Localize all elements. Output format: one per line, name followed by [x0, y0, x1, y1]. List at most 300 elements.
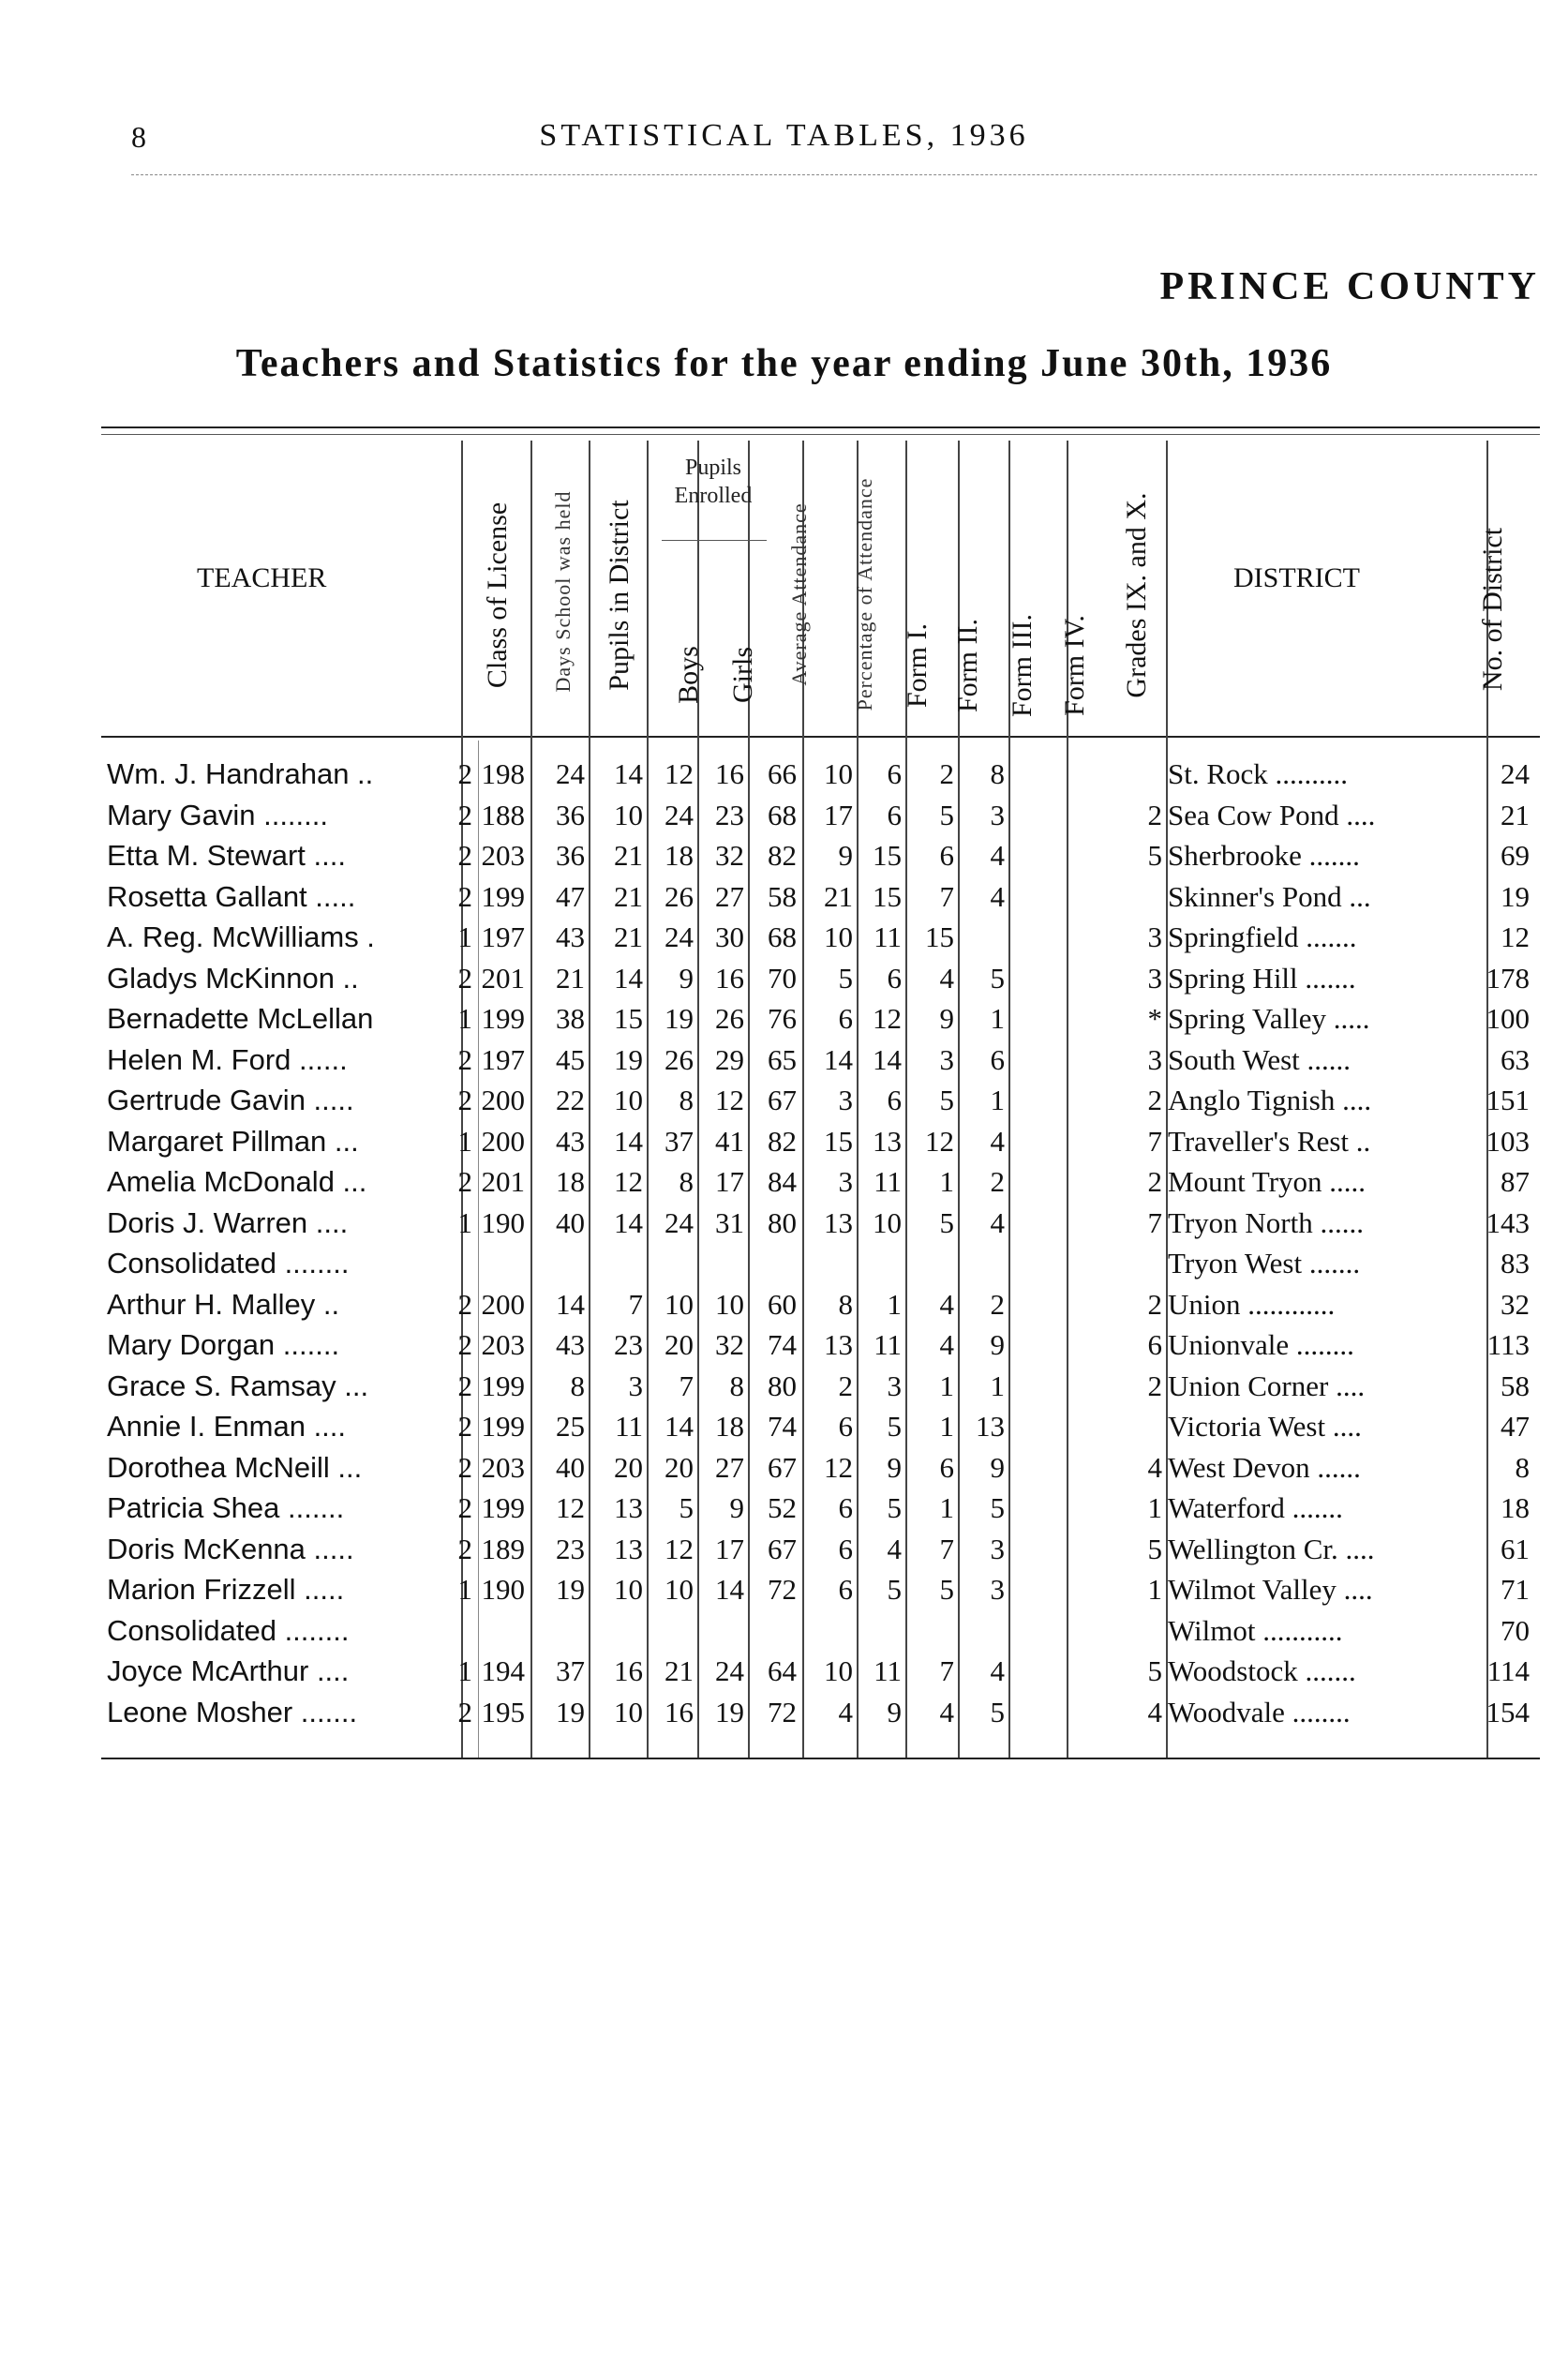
- table-row: [0, 835, 1568, 876]
- cell-pupils: 45: [556, 1042, 585, 1076]
- teacher-name: Mary Gavin ........: [107, 798, 328, 831]
- teacher-name: Margaret Pillman ...: [107, 1124, 359, 1158]
- cell-f4: 1: [990, 1002, 1005, 1035]
- teacher-name: Wm. J. Handrahan ..: [107, 757, 374, 790]
- cell-boys: 13: [614, 1532, 643, 1565]
- district-name: Traveller's Rest ..: [1168, 1124, 1371, 1158]
- header-average-attendance: Average Attendance: [787, 502, 811, 686]
- cell-g: 2: [1147, 1287, 1162, 1321]
- teacher-name: Consolidated ........: [107, 1613, 350, 1647]
- district-name: Wilmot ...........: [1168, 1613, 1343, 1647]
- header-form-4: Form IV.: [1059, 615, 1090, 716]
- cell-cls: 1: [457, 920, 472, 953]
- table-row: [0, 1447, 1568, 1489]
- cell-avg: 12: [715, 1084, 744, 1116]
- cell-f3: 15: [925, 920, 954, 953]
- cell-f3: 1: [939, 1491, 954, 1524]
- cell-f4: 4: [990, 1205, 1005, 1239]
- district-name: Union ............: [1168, 1287, 1336, 1321]
- cell-f3: 5: [939, 798, 954, 831]
- cell-g: *: [1147, 1002, 1162, 1035]
- header-district: DISTRICT: [1233, 562, 1360, 593]
- cell-girls: 10: [665, 1573, 694, 1606]
- district-name: St. Rock ..........: [1168, 757, 1349, 790]
- cell-girls: 21: [665, 1654, 694, 1687]
- cell-boys: 21: [614, 839, 643, 872]
- cell-pct: 67: [768, 1532, 797, 1565]
- cell-cls: 2: [457, 1369, 472, 1402]
- district-number: 18: [1501, 1491, 1530, 1524]
- table-subtitle: Teachers and Statistics for the year ending June 30th, 1936: [235, 342, 1333, 385]
- table-row: [0, 1284, 1568, 1325]
- cell-f2: 5: [887, 1573, 902, 1606]
- cell-days: 201: [481, 961, 525, 995]
- cell-f2: 5: [887, 1491, 902, 1524]
- teacher-name: Dorothea McNeill ...: [107, 1450, 363, 1484]
- cell-f4: 1: [990, 1084, 1005, 1116]
- cell-days: 198: [481, 757, 525, 790]
- cell-cls: 2: [457, 1328, 472, 1361]
- district-name: Sea Cow Pond ....: [1168, 798, 1376, 831]
- teacher-name: Annie I. Enman ....: [107, 1410, 347, 1443]
- cell-pct: 67: [768, 1084, 797, 1116]
- cell-pupils: 19: [556, 1573, 585, 1606]
- cell-days: 195: [481, 1695, 525, 1728]
- cell-f2: 10: [873, 1205, 902, 1239]
- table-row: [0, 876, 1568, 918]
- cell-f3: 7: [939, 879, 954, 913]
- cell-f1: 10: [824, 757, 853, 790]
- table-row: [0, 1692, 1568, 1733]
- table-row: [0, 1161, 1568, 1203]
- cell-pct: 76: [768, 1002, 797, 1035]
- cell-boys: 14: [614, 1205, 643, 1239]
- cell-f4: 4: [990, 879, 1005, 913]
- cell-boys: 10: [614, 1695, 643, 1728]
- district-name: Skinner's Pond ...: [1168, 879, 1371, 913]
- cell-cls: 2: [457, 1491, 472, 1524]
- cell-f1: 21: [824, 879, 853, 913]
- teacher-name: Helen M. Ford ......: [107, 1042, 348, 1076]
- cell-g: 2: [1147, 1369, 1162, 1402]
- cell-boys: 12: [614, 1165, 643, 1198]
- district-number: 8: [1515, 1450, 1530, 1484]
- cell-g: 7: [1147, 1205, 1162, 1239]
- district-name: Woodvale ........: [1168, 1695, 1351, 1728]
- district-number: 114: [1486, 1654, 1530, 1687]
- cell-girls: 26: [665, 1042, 694, 1076]
- teacher-name: A. Reg. McWilliams .: [107, 920, 375, 953]
- header-bottom-rule: [101, 736, 1540, 738]
- cell-f2: 11: [874, 1328, 902, 1361]
- cell-pupils: 25: [556, 1410, 585, 1443]
- cell-g: 2: [1147, 798, 1162, 831]
- district-name: Union Corner ....: [1168, 1369, 1366, 1402]
- header-boys: Boys: [673, 646, 704, 704]
- cell-pupils: 36: [556, 839, 585, 872]
- cell-g: 5: [1147, 839, 1162, 872]
- header-form-1: Form I.: [902, 623, 933, 708]
- cell-days: 194: [481, 1654, 525, 1687]
- cell-cls: 2: [457, 1084, 472, 1116]
- header-percentage-attendance: Percentage of Attendance: [853, 477, 876, 711]
- table-row: [0, 1243, 1568, 1284]
- district-name: Woodstock .......: [1168, 1654, 1356, 1687]
- district-number: 32: [1501, 1287, 1530, 1321]
- cell-pupils: 8: [570, 1369, 585, 1402]
- cell-boys: 23: [614, 1328, 643, 1361]
- district-name: West Devon ......: [1168, 1450, 1361, 1484]
- cell-boys: 20: [614, 1450, 643, 1484]
- cell-f2: 12: [873, 1002, 902, 1035]
- district-number: 83: [1501, 1247, 1530, 1279]
- cell-girls: 19: [665, 1002, 694, 1035]
- cell-cls: 2: [457, 1410, 472, 1443]
- cell-pct: 84: [768, 1165, 797, 1198]
- district-number: 71: [1501, 1573, 1530, 1606]
- cell-avg: 17: [715, 1165, 744, 1198]
- cell-f2: 3: [887, 1369, 902, 1402]
- cell-f1: 13: [824, 1328, 853, 1361]
- cell-days: 199: [481, 1002, 525, 1035]
- cell-f1: 2: [838, 1369, 853, 1402]
- cell-g: 5: [1147, 1654, 1162, 1687]
- teacher-name: Consolidated ........: [107, 1247, 350, 1279]
- cell-f4: 5: [990, 961, 1005, 995]
- teacher-name: Doris J. Warren ....: [107, 1205, 349, 1239]
- running-head: STATISTICAL TABLES, 1936: [539, 118, 1029, 153]
- cell-f1: 10: [824, 920, 853, 953]
- district-number: 154: [1486, 1695, 1530, 1728]
- district-number: 21: [1501, 798, 1530, 831]
- table-row: [0, 1040, 1568, 1081]
- table-row: [0, 1610, 1568, 1652]
- district-name: South West ......: [1168, 1042, 1351, 1076]
- cell-pct: 58: [768, 879, 797, 913]
- cell-cls: 1: [457, 1654, 472, 1687]
- district-number: 47: [1501, 1410, 1530, 1443]
- cell-f3: 2: [939, 757, 954, 790]
- cell-f1: 4: [838, 1695, 853, 1728]
- cell-f4: 1: [990, 1369, 1005, 1402]
- cell-girls: 12: [665, 757, 694, 790]
- cell-cls: 1: [457, 1124, 472, 1158]
- cell-boys: 16: [614, 1654, 643, 1687]
- cell-pct: 82: [768, 1124, 797, 1158]
- district-name: Sherbrooke .......: [1168, 839, 1360, 872]
- district-name: Victoria West ....: [1168, 1410, 1362, 1443]
- teacher-name: Gertrude Gavin .....: [107, 1084, 354, 1116]
- cell-avg: 27: [715, 1450, 744, 1484]
- cell-f2: 15: [873, 879, 902, 913]
- cell-cls: 2: [457, 1287, 472, 1321]
- cell-g: 1: [1147, 1573, 1162, 1606]
- cell-pupils: 43: [556, 1124, 585, 1158]
- cell-boys: 21: [614, 879, 643, 913]
- teacher-name: Marion Frizzell .....: [107, 1573, 345, 1606]
- cell-boys: 3: [628, 1369, 643, 1402]
- cell-f2: 6: [887, 798, 902, 831]
- cell-avg: 9: [729, 1491, 744, 1524]
- district-name: Springfield .......: [1168, 920, 1357, 953]
- cell-avg: 17: [715, 1532, 744, 1565]
- header-days-school-held: Days School was held: [551, 490, 575, 693]
- cell-f1: 9: [838, 839, 853, 872]
- cell-f1: 3: [838, 1165, 853, 1198]
- cell-days: 203: [481, 1450, 525, 1484]
- district-number: 100: [1486, 1002, 1530, 1035]
- cell-f4: 9: [990, 1328, 1005, 1361]
- cell-g: 6: [1147, 1328, 1162, 1361]
- cell-avg: 16: [715, 961, 744, 995]
- cell-f2: 6: [887, 1084, 902, 1116]
- cell-f2: 6: [887, 961, 902, 995]
- table-row: [0, 1569, 1568, 1610]
- cell-pupils: 19: [556, 1695, 585, 1728]
- cell-days: 203: [481, 1328, 525, 1361]
- table-row: [0, 1488, 1568, 1529]
- cell-f3: 4: [939, 1287, 954, 1321]
- district-number: 69: [1501, 839, 1530, 872]
- cell-g: 1: [1147, 1491, 1162, 1524]
- cell-avg: 23: [715, 798, 744, 831]
- cell-f1: 13: [824, 1205, 853, 1239]
- cell-pupils: 36: [556, 798, 585, 831]
- cell-f4: 2: [990, 1287, 1005, 1321]
- teacher-name: Grace S. Ramsay ...: [107, 1369, 369, 1402]
- cell-girls: 24: [665, 798, 694, 831]
- cell-girls: 8: [679, 1084, 694, 1116]
- table-row: [0, 754, 1568, 795]
- cell-pct: 72: [768, 1695, 797, 1728]
- cell-boys: 14: [614, 757, 643, 790]
- cell-pct: 80: [768, 1369, 797, 1402]
- cell-girls: 26: [665, 879, 694, 913]
- teacher-name: Rosetta Gallant .....: [107, 879, 356, 913]
- cell-f4: 3: [990, 1532, 1005, 1565]
- cell-avg: 29: [715, 1042, 744, 1076]
- cell-pupils: 21: [556, 961, 585, 995]
- cell-boys: 14: [614, 961, 643, 995]
- cell-f2: 13: [873, 1124, 902, 1158]
- cell-days: 199: [481, 1491, 525, 1524]
- cell-g: 7: [1147, 1124, 1162, 1158]
- cell-g: 3: [1147, 920, 1162, 953]
- cell-cls: 2: [457, 879, 472, 913]
- cell-pct: 65: [768, 1042, 797, 1076]
- cell-boys: 15: [614, 1002, 643, 1035]
- district-name: Unionvale ........: [1168, 1328, 1354, 1361]
- cell-boys: 10: [614, 798, 643, 831]
- cell-g: 2: [1147, 1165, 1162, 1198]
- cell-cls: 2: [457, 757, 472, 790]
- cell-avg: 27: [715, 879, 744, 913]
- cell-f1: 6: [838, 1573, 853, 1606]
- teacher-name: Amelia McDonald ...: [107, 1165, 367, 1198]
- cell-f3: 1: [939, 1165, 954, 1198]
- district-number: 103: [1486, 1124, 1530, 1158]
- district-number: 87: [1501, 1165, 1530, 1198]
- cell-pct: 72: [768, 1573, 797, 1606]
- header-pupils-in-district: Pupils in District: [604, 500, 635, 691]
- cell-f2: 11: [874, 1654, 902, 1687]
- cell-pupils: 40: [556, 1450, 585, 1484]
- cell-f1: 6: [838, 1410, 853, 1443]
- table-row: [0, 1203, 1568, 1244]
- cell-f4: 4: [990, 839, 1005, 872]
- cell-f3: 4: [939, 1328, 954, 1361]
- cell-days: 200: [481, 1287, 525, 1321]
- cell-days: 197: [481, 920, 525, 953]
- cell-pupils: 24: [556, 757, 585, 790]
- header-form-3: Form III.: [1007, 614, 1038, 717]
- cell-g: 5: [1147, 1532, 1162, 1565]
- cell-cls: 2: [457, 798, 472, 831]
- cell-girls: 20: [665, 1450, 694, 1484]
- header-grades-9-10: Grades IX. and X.: [1121, 492, 1152, 698]
- cell-pct: 66: [768, 757, 797, 790]
- district-name: Mount Tryon .....: [1168, 1165, 1366, 1198]
- table-row: [0, 958, 1568, 999]
- cell-boys: 11: [615, 1410, 643, 1443]
- cell-days: 203: [481, 839, 525, 872]
- table-row: [0, 998, 1568, 1040]
- cell-f2: 1: [887, 1287, 902, 1321]
- cell-pupils: 43: [556, 920, 585, 953]
- cell-f2: 15: [873, 839, 902, 872]
- cell-cls: 2: [457, 1450, 472, 1484]
- cell-f3: 4: [939, 1695, 954, 1728]
- cell-f1: 12: [824, 1450, 853, 1484]
- cell-f2: 14: [873, 1042, 902, 1076]
- district-number: 113: [1486, 1328, 1530, 1361]
- table-bottom-rule: [101, 1758, 1540, 1759]
- cell-girls: 12: [665, 1532, 694, 1565]
- cell-avg: 32: [715, 839, 744, 872]
- cell-pct: 80: [768, 1205, 797, 1239]
- cell-f3: 5: [939, 1205, 954, 1239]
- cell-f4: 3: [990, 798, 1005, 831]
- cell-girls: 5: [679, 1491, 694, 1524]
- cell-f1: 8: [838, 1287, 853, 1321]
- cell-boys: 13: [614, 1491, 643, 1524]
- cell-f4: 4: [990, 1124, 1005, 1158]
- cell-days: 199: [481, 1369, 525, 1402]
- cell-pupils: 47: [556, 879, 585, 913]
- cell-f4: 9: [990, 1450, 1005, 1484]
- cell-pct: 74: [768, 1410, 797, 1443]
- cell-avg: 32: [715, 1328, 744, 1361]
- cell-days: 190: [481, 1205, 525, 1239]
- cell-days: 197: [481, 1042, 525, 1076]
- cell-girls: 16: [665, 1695, 694, 1728]
- cell-cls: 1: [457, 1002, 472, 1035]
- cell-pct: 67: [768, 1450, 797, 1484]
- table-top-rule-2: [101, 434, 1540, 435]
- cell-f2: 9: [887, 1450, 902, 1484]
- cell-f4: 13: [976, 1410, 1005, 1443]
- cell-f1: 6: [838, 1491, 853, 1524]
- cell-girls: 9: [679, 961, 694, 995]
- cell-f3: 6: [939, 1450, 954, 1484]
- cell-days: 200: [481, 1084, 525, 1116]
- cell-pupils: 38: [556, 1002, 585, 1035]
- table-row: [0, 1324, 1568, 1366]
- district-name: Tryon North ......: [1168, 1205, 1364, 1239]
- cell-f1: 14: [824, 1042, 853, 1076]
- cell-f2: 11: [874, 920, 902, 953]
- cell-girls: 14: [665, 1410, 694, 1443]
- cell-f1: 6: [838, 1002, 853, 1035]
- cell-g: 2: [1147, 1084, 1162, 1116]
- table-row: [0, 1529, 1568, 1570]
- cell-girls: 7: [679, 1369, 694, 1402]
- cell-avg: 14: [715, 1573, 744, 1606]
- table-row: [0, 795, 1568, 836]
- cell-cls: 2: [457, 839, 472, 872]
- cell-f3: 5: [939, 1573, 954, 1606]
- cell-f4: 4: [990, 1654, 1005, 1687]
- cell-f1: 15: [824, 1124, 853, 1158]
- county-title: PRINCE COUNTY: [1159, 265, 1540, 308]
- cell-f3: 1: [939, 1410, 954, 1443]
- cell-g: 4: [1147, 1450, 1162, 1484]
- cell-boys: 10: [614, 1573, 643, 1606]
- district-number: 61: [1501, 1532, 1530, 1565]
- table-top-rule: [101, 426, 1540, 428]
- cell-avg: 31: [715, 1205, 744, 1239]
- cell-f4: 5: [990, 1695, 1005, 1728]
- cell-f2: 6: [887, 757, 902, 790]
- cell-avg: 24: [715, 1654, 744, 1687]
- cell-boys: 14: [614, 1124, 643, 1158]
- district-name: Wellington Cr. ....: [1168, 1532, 1375, 1565]
- cell-f1: 6: [838, 1532, 853, 1565]
- header-district-no: No. of District: [1477, 527, 1508, 692]
- district-number: 143: [1486, 1205, 1530, 1239]
- cell-days: 190: [481, 1573, 525, 1606]
- table-row: [0, 1406, 1568, 1447]
- cell-f3: 3: [939, 1042, 954, 1076]
- header-teacher: TEACHER: [197, 562, 327, 593]
- cell-days: 188: [481, 798, 525, 831]
- cell-boys: 7: [628, 1287, 643, 1321]
- cell-f2: 4: [887, 1532, 902, 1565]
- cell-f2: 11: [874, 1165, 902, 1198]
- table-row: [0, 1366, 1568, 1407]
- teacher-name: Bernadette McLellan: [107, 1002, 374, 1035]
- page-number: 8: [131, 120, 146, 154]
- cell-days: 199: [481, 1410, 525, 1443]
- cell-pct: 52: [768, 1491, 797, 1524]
- pupils-enrolled-rule: [662, 540, 767, 541]
- cell-girls: 37: [665, 1124, 694, 1158]
- cell-pupils: 37: [556, 1654, 585, 1687]
- cell-g: 3: [1147, 961, 1162, 995]
- cell-pct: 64: [768, 1654, 797, 1687]
- cell-pct: 68: [768, 920, 797, 953]
- header-girls: Girls: [727, 647, 758, 703]
- cell-f3: 9: [939, 1002, 954, 1035]
- cell-girls: 18: [665, 839, 694, 872]
- cell-cls: 2: [457, 1695, 472, 1728]
- cell-girls: 10: [665, 1287, 694, 1321]
- district-number: 178: [1486, 961, 1530, 995]
- cell-f4: 5: [990, 1491, 1005, 1524]
- cell-pupils: 40: [556, 1205, 585, 1239]
- cell-pct: 70: [768, 961, 797, 995]
- district-name: Spring Valley .....: [1168, 1002, 1370, 1035]
